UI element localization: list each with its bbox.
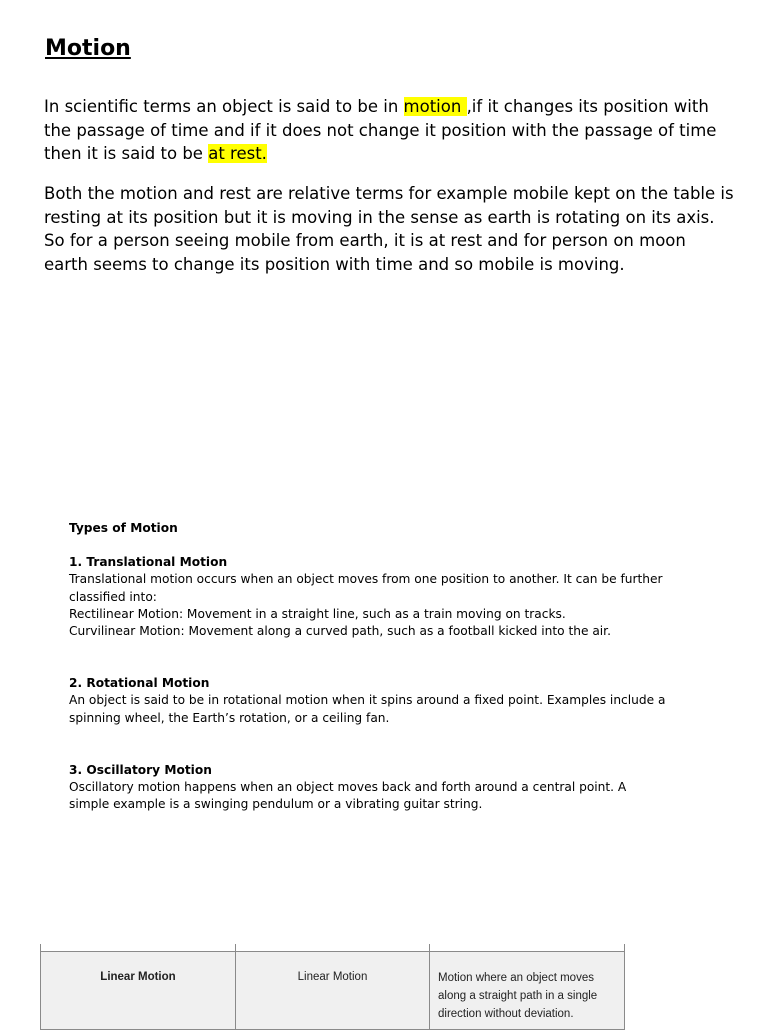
table-cell-term: Linear Motion — [41, 952, 236, 1030]
rotational-body: An object is said to be in rotational motion when it spins around a fixed point. Examples include a spinning wheel, the Earth’s rotation, or a ceiling fan. — [69, 693, 666, 725]
oscillatory-heading: 3. Oscillatory Motion — [69, 762, 212, 777]
page-title: Motion — [45, 36, 131, 61]
table-row — [41, 952, 625, 1030]
types-title: Types of Motion — [69, 521, 178, 535]
table-cell-name: Linear Motion — [236, 952, 430, 1030]
table-cell-description: Motion where an object moves along a straight path in a single direction without deviation. — [430, 952, 625, 1030]
translational-heading: 1. Translational Motion — [69, 555, 228, 570]
rectilinear-item: Rectilinear Motion: Movement in a straight line, such as a train moving on tracks. — [69, 606, 566, 621]
highlight-at-rest: at rest. — [208, 144, 267, 163]
relative-terms-paragraph: Both the motion and rest are relative terms for example mobile kept on the table is resting at its position but it is moving in the sense as earth is rotating on its axis. So for a person seeing mobile from earth, it is at rest and for person on moon earth seems to change its position with time and so mobile is moving. — [44, 184, 734, 274]
motion-table — [40, 951, 625, 1030]
curvilinear-item: Curvilinear Motion: Movement along a curved path, such as a football kicked into the air. — [69, 624, 611, 639]
translational-body: Translational motion occurs when an object moves from one position to another. It can be further classified into: — [69, 572, 663, 604]
intro-paragraph — [44, 95, 734, 166]
rotational-heading: 2. Rotational Motion — [69, 676, 210, 691]
intro-text-part1: In scientific terms an object is said to be in — [44, 97, 404, 116]
intro-text-part2: ,if it changes its position with the passage of time and if it does not change it position with the passage of time then it is said to be — [44, 97, 717, 163]
highlight-motion: motion — [403, 97, 467, 116]
oscillatory-body: Oscillatory motion happens when an object moves back and forth around a central point. A simple example is a swinging pendulum or a vibrating guitar string. — [69, 780, 627, 812]
types-of-motion-section — [69, 520, 669, 813]
